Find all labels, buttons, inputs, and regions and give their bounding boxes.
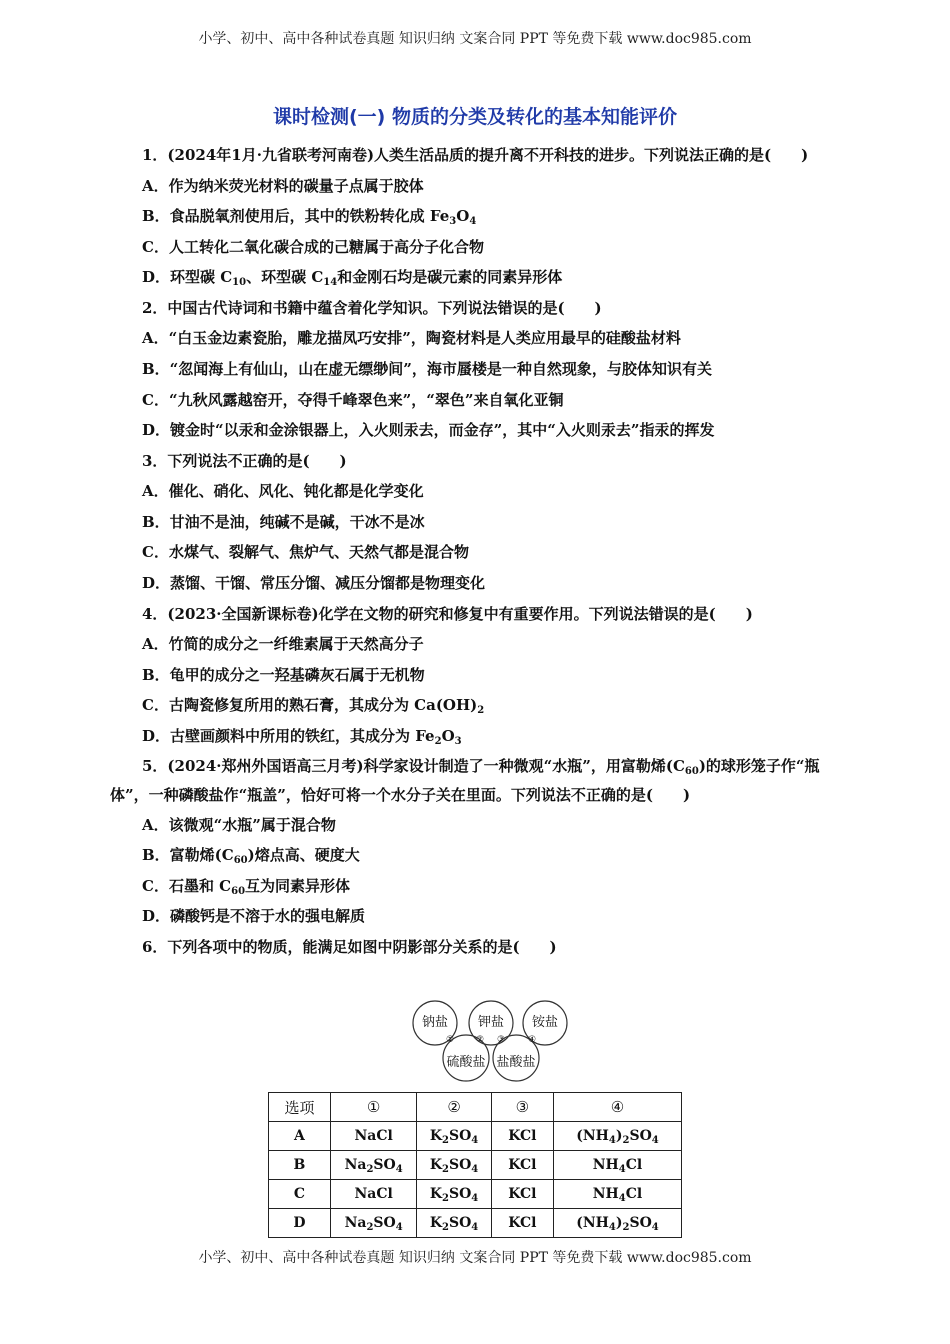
page-header: 小学、初中、高中各种试卷真题 知识归纳 文案合同 PPT 等免费下载 www.doc985.com: [198, 31, 752, 47]
table-cell-option: A: [269, 1122, 331, 1151]
q4-option-c: C．古陶瓷修复所用的熟石膏，其成分为 $Ca(OH)_2$: [142, 696, 485, 717]
table-cell: $K_2SO_4$: [417, 1180, 491, 1209]
q4-option-d: D．古壁画颜料中所用的铁红，其成分为 $Fe_2O_3$: [142, 726, 462, 747]
table-cell: NaCl: [330, 1122, 416, 1151]
q3-option-a: A．催化、硝化、风化、钝化都是化学变化: [142, 482, 424, 501]
q2-option-d: D．镀金时“以汞和金涂银器上，入火则汞去，而金存”，其中“入火则汞去”指汞的挥发: [142, 421, 715, 440]
table-row: [269, 1122, 682, 1151]
q4-option-b: B．龟甲的成分之一羟基磷灰石属于无机物: [142, 665, 425, 684]
question-list: [110, 140, 845, 962]
table-cell-option: C: [269, 1180, 331, 1209]
q5-option-c: C．石墨和 $C_{60}$互为同素异形体: [142, 876, 351, 897]
q3-option-b: B．甘油不是油，纯碱不是碱，干冰不是冰: [142, 512, 425, 531]
venn-label-sulfate: 硫酸盐: [446, 1055, 486, 1070]
q1-option-a: A．作为纳米荧光材料的碳量子点属于胶体: [142, 176, 424, 195]
venn-label-potassium: 钾盐: [477, 1015, 505, 1030]
table-header-row: [269, 1093, 682, 1122]
q1-option-d: D．环型碳 $C_{10}$、环型碳 $C_{14}$和金刚石均是碳元素的同素异形体: [142, 268, 563, 289]
q2-option-c: C．“九秋风露越窑开，夺得千峰翠色来”，“翠色”来自氧化亚铜: [142, 390, 564, 409]
table-header-cell: ③: [491, 1093, 553, 1122]
page-footer: 小学、初中、高中各种试卷真题 知识归纳 文案合同 PPT 等免费下载 www.doc985.com: [198, 1250, 752, 1266]
q2-option-b: B．“忽闻海上有仙山，山在虚无缥缈间”，海市蜃楼是一种自然现象，与胶体知识有关: [142, 359, 712, 378]
table-cell-option: D: [269, 1209, 331, 1238]
options-table: [268, 1092, 682, 1238]
question-1: 1．(2024年1月·九省联考河南卷)人类生活品质的提升离不开科技的进步。下列说法正确的是( ): [142, 146, 809, 164]
venn-marker-3: ③: [496, 1035, 506, 1045]
table-cell: $Na_2SO_4$: [330, 1209, 416, 1238]
table-cell: KCl: [491, 1151, 553, 1180]
q4-option-a: A．竹简的成分之一纤维素属于天然高分子: [142, 635, 424, 654]
table-cell: $NH_4Cl$: [553, 1180, 681, 1209]
question-3: 3．下列说法不正确的是( ): [142, 451, 347, 470]
table-cell: KCl: [491, 1180, 553, 1209]
venn-marker-1: ①: [445, 1035, 455, 1045]
question-4: 4．(2023·全国新课标卷)化学在文物的研究和修复中有重要作用。下列说法错误的是( ): [142, 604, 753, 623]
q5-option-b: B．富勒烯$(C_{60})$熔点高、硬度大: [142, 846, 360, 867]
q3-option-d: D．蒸馏、干馏、常压分馏、减压分馏都是物理变化: [142, 574, 486, 593]
table-row: [269, 1151, 682, 1180]
q1-option-b: B．食品脱氧剂使用后，其中的铁粉转化成 $Fe_3O_4$: [142, 207, 477, 228]
table-cell: NaCl: [330, 1180, 416, 1209]
table-row: [269, 1209, 682, 1238]
q3-option-c: C．水煤气、裂解气、焦炉气、天然气都是混合物: [142, 543, 469, 562]
venn-label-chloride: 盐酸盐: [496, 1055, 536, 1070]
venn-marker-4: ④: [527, 1035, 537, 1045]
table-cell: $K_2SO_4$: [417, 1151, 491, 1180]
table-header-cell: ④: [553, 1093, 681, 1122]
venn-marker-2: ②: [475, 1035, 485, 1045]
table-cell: $K_2SO_4$: [417, 1209, 491, 1238]
table-row: [269, 1180, 682, 1209]
question-5: 5．(2024·郑州外国语高三月考)科学家设计制造了一种微观“水瓶”，用富勒烯$(C_{60})$的球形笼子作“瓶体”，一种磷酸盐作“瓶盖”，恰好可将一个水分子关在里面。下列说法不正确的是( ): [110, 756, 820, 804]
venn-diagram: [408, 1000, 573, 1082]
table-cell: $Na_2SO_4$: [330, 1151, 416, 1180]
q1-option-c: C．人工转化二氧化碳合成的己糖属于高分子化合物: [142, 237, 484, 256]
table-header-cell: ①: [330, 1093, 416, 1122]
table-cell: $(NH_4)_2SO_4$: [553, 1209, 681, 1238]
question-6: 6．下列各项中的物质，能满足如图中阴影部分关系的是( ): [142, 937, 557, 956]
table-header-cell: 选项: [269, 1093, 331, 1122]
table-cell: $NH_4Cl$: [553, 1151, 681, 1180]
q5-option-a: A．该微观“水瓶”属于混合物: [142, 815, 336, 834]
q5-option-d: D．磷酸钙是不溶于水的强电解质: [142, 907, 366, 926]
table-cell: $K_2SO_4$: [417, 1122, 491, 1151]
table-cell: KCl: [491, 1122, 553, 1151]
table-cell-option: B: [269, 1151, 331, 1180]
table-header-cell: ②: [417, 1093, 491, 1122]
question-2: 2．中国古代诗词和书籍中蕴含着化学知识。下列说法错误的是( ): [142, 298, 602, 317]
table-cell: KCl: [491, 1209, 553, 1238]
venn-label-sodium: 钠盐: [421, 1015, 449, 1030]
table-cell: $(NH_4)_2SO_4$: [553, 1122, 681, 1151]
venn-label-ammonium: 铵盐: [531, 1015, 559, 1030]
page-title: 课时检测(一) 物质的分类及转化的基本知能评价: [273, 106, 677, 128]
q2-option-a: A．“白玉金边素瓷胎，雕龙描凤巧安排”，陶瓷材料是人类应用最早的硅酸盐材料: [142, 329, 681, 348]
